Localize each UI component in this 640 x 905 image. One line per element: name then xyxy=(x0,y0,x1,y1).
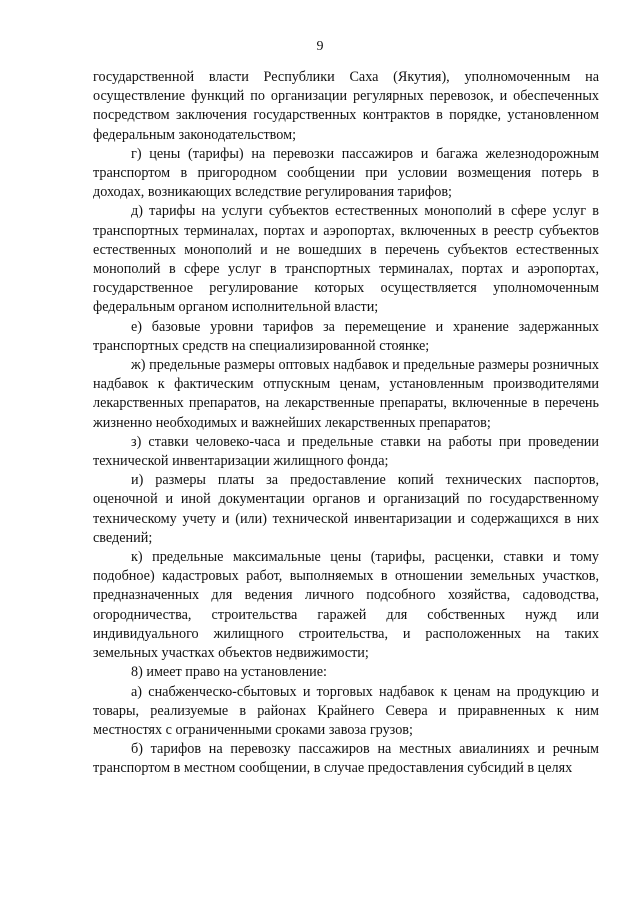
paragraph-item-i: и) размеры платы за предоставление копий технических паспортов, оценочной и иной документации органов и организаций по государственному техническому учету и (или) технической инвентаризации и содержащихся в них сведений; xyxy=(93,472,599,546)
paragraph-item-g: г) цены (тарифы) на перевозки пассажиров и багажа железнодорожным транспортом в пригородном сообщении при условии возмещения потерь в доходах, возникающих вследствие регулирования тарифов; xyxy=(93,145,599,201)
paragraph-item-zh: ж) предельные размеры оптовых надбавок и предельные размеры розничных надбавок к фактическим отпускным ценам, установленным производителями лекарственных препаратов, на лекарственные препараты, включенные в перечень жизненно необходимых и важнейших лекарственных препаратов; xyxy=(93,357,599,431)
paragraph-item-a: а) снабженческо-сбытовых и торговых надбавок к ценам на продукцию и товары, реализуемые в районах Крайнего Севера и приравненных к ним местностях с ограниченными сроками завоза грузов; xyxy=(93,683,599,738)
document-body xyxy=(93,68,599,779)
paragraph-item-k: к) предельные максимальные цены (тарифы, расценки, ставки и тому подобное) кадастровых работ, выполняемых в отношении земельных участков, предназначенных для ведения личного подсобного хозяйства, садоводства, огородничества, строительства гаражей для собственных нужд или индивидуального жилищного строительства, и расположенных на таких земельных участках объектов недвижимости; xyxy=(93,549,599,662)
paragraph-continuation: государственной власти Республики Саха (Якутия), уполномоченным на осуществление функций по организации регулярных перевозок, и обеспеченных посредством заключения государственных контрактов в порядке, установленном федеральным законодательством; xyxy=(93,69,599,143)
page-number: 9 xyxy=(316,39,324,54)
paragraph-item-e: е) базовые уровни тарифов за перемещение и хранение задержанных транспортных средств на специализированной стоянке; xyxy=(93,318,599,354)
paragraph-item-z: з) ставки человеко-часа и предельные ставки на работы при проведении технической инвентаризации жилищного фонда; xyxy=(93,433,599,470)
paragraph-item-8: 8) имеет право на установление: xyxy=(131,664,327,681)
paragraph-item-d: д) тарифы на услуги субъектов естественных монополий в сфере услуг в транспортных терминалах, портах и аэропортах, включенных в реестр субъектов естественных монополий и не вошедших в перечень субъектов естественных монополий в сфере услуг в транспортных терминалах, портах и аэропортах, государственное регулирование которых осуществляется уполномоченным федеральным органом исполнительной власти; xyxy=(93,203,599,316)
paragraph-item-b: б) тарифов на перевозку пассажиров на местных авиалиниях и речным транспортом в местном сообщении, в случае предоставления субсидий в целях xyxy=(93,741,599,777)
